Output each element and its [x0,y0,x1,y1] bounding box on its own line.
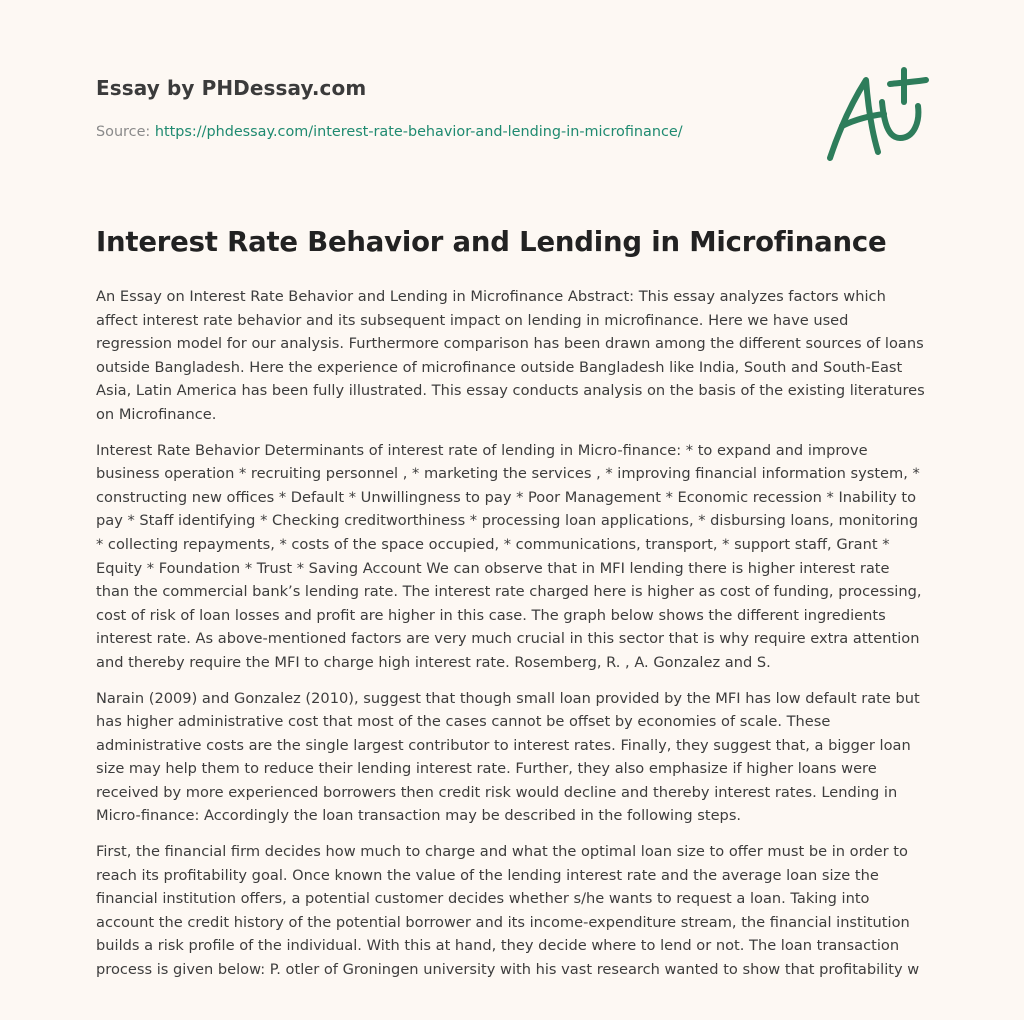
source-line [96,124,683,140]
a-plus-grade-icon [822,66,934,166]
essay-body [96,285,930,994]
essay-title: Interest Rate Behavior and Lending in Microfinance [96,226,887,258]
essay-paragraph: Interest Rate Behavior Determinants of interest rate of lending in Micro-finance: * to expand and improve business operation * recruiting personnel , * marketing the services , * improving financial information system, * constructing new offices * Default * Unwillingness to pay * Poor Management * Economic recession * Inability to pay * Staff identifying * Checking creditworthiness * processing loan applications, * disbursing loans, monitoring * collecting repayments, * costs of the space occupied, * communications, transport, * support staff, Grant * Equity * Foundation * Trust * Saving Account We can observe that in MFI lending there is higher interest rate than the commercial bank’s lending rate. The interest rate charged here is higher as cost of funding, processing, cost of risk of loan losses and profit are higher in this case. The graph below shows the different ingredients interest rate. As above-mentioned factors are very much crucial in this sector that is why require extra attention and thereby require the MFI to charge high interest rate. Rosemberg, R. , A. Gonzalez and S. [96,441,922,671]
essay-paragraph: First, the financial firm decides how much to charge and what the optimal loan size to offer must be in order to reach its profitability goal. Once known the value of the lending interest rate and the average loan size the financial institution offers, a potential customer decides whether s/he wants to request a loan. Taking into account the credit history of the potential borrower and its income-expenditure stream, the financial institution builds a risk profile of the individual. With this at hand, they decide where to lend or not. The loan transaction process is given below: P. otler of Groningen university with his vast research wanted to show that profitability w [96,843,920,979]
essay-paragraph: Narain (2009) and Gonzalez (2010), suggest that though small loan provided by the MFI has low default rate but has higher administrative cost that most of the cases cannot be offset by economies of scale. These administrative costs are the single largest contributor to interest rates. Finally, they suggest that, a bigger loan size may help them to reduce their lending interest rate. Further, they also emphasize if higher loans were received by more experienced borrowers then credit risk would decline and thereby interest rates. Lending in Micro-finance: Accordingly the loan transaction may be described in the following steps. [96,689,920,825]
essay-paragraph: An Essay on Interest Rate Behavior and Lending in Microfinance Abstract: This essay analyzes factors which affect interest rate behavior and its subsequent impact on lending in microfinance. Here we have used regression model for our analysis. Furthermore comparison has been drawn among the different sources of loans outside Bangladesh. Here the experience of microfinance outside Bangladesh like India, South and South-East Asia, Latin America has been fully illustrated. This essay conducts analysis on the basis of the existing literatures on Microfinance. [96,288,925,423]
source-label: Source: [96,124,155,140]
site-title: Essay by PHDessay.com [96,76,367,100]
source-link[interactable]: https://phdessay.com/interest-rate-behavior-and-lending-in-microfinance/ [154,124,683,140]
